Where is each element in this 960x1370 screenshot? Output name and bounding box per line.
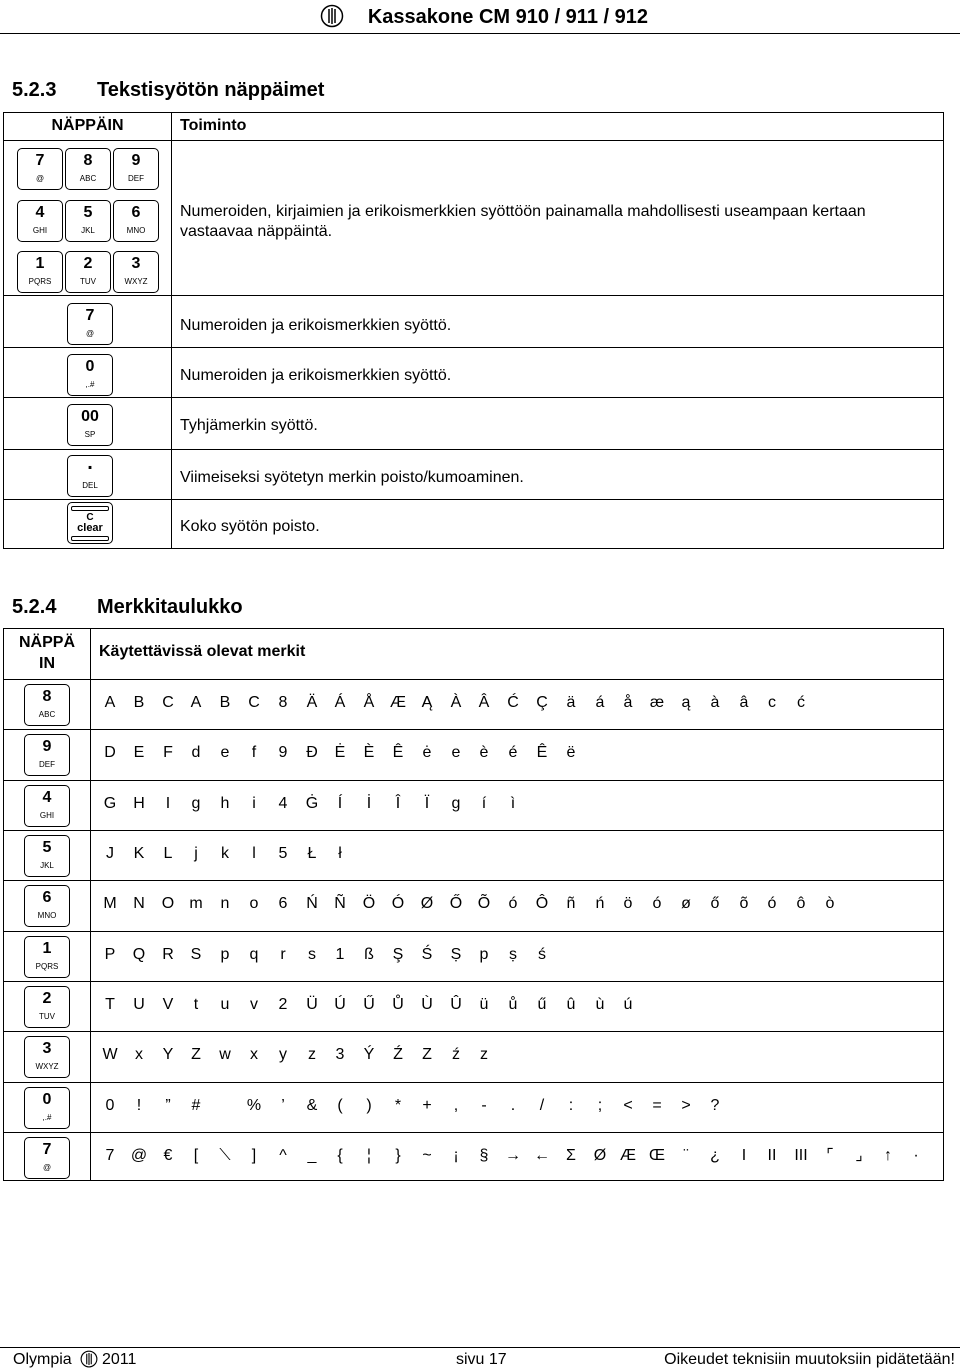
- column-header-characters: Käytettävissä olevat merkit: [99, 643, 306, 660]
- row-divider: [4, 295, 943, 296]
- character: ù: [595, 996, 605, 1013]
- character: 5: [278, 845, 288, 862]
- character: È: [363, 744, 375, 761]
- character: Ó: [391, 895, 405, 912]
- character: =: [652, 1097, 662, 1114]
- character: O: [161, 895, 175, 912]
- character: à: [710, 694, 720, 711]
- character: è: [479, 744, 489, 761]
- character: Â: [478, 694, 490, 711]
- character: C: [162, 694, 174, 711]
- key-6[interactable]: 6 MNO: [113, 200, 159, 242]
- section-heading-character-table: [12, 596, 243, 619]
- footer-brand: Olympia: [13, 1351, 72, 1368]
- character: >: [681, 1097, 691, 1114]
- character: Ï: [424, 795, 430, 812]
- character: 4: [278, 795, 288, 812]
- row-divider: [4, 1031, 943, 1032]
- character: Ú: [334, 996, 346, 1013]
- character: ¿: [710, 1147, 720, 1164]
- character: G: [103, 795, 117, 812]
- character: Q: [132, 946, 146, 963]
- character: ł: [338, 845, 342, 862]
- row-divider: [4, 931, 943, 932]
- section-number: 5.2.3: [12, 79, 57, 101]
- section-title: Merkkitaulukko: [97, 596, 243, 618]
- key-2[interactable]: 2 TUV: [65, 251, 111, 293]
- character: ń: [595, 895, 605, 912]
- row-divider: [4, 397, 943, 398]
- key-abc-8[interactable]: 8 ABC: [24, 684, 70, 726]
- character: ë: [566, 744, 576, 761]
- character: æ: [649, 694, 665, 711]
- character: .: [510, 1097, 516, 1114]
- character: İ: [366, 795, 372, 812]
- character: ű: [537, 996, 547, 1013]
- character: A: [104, 694, 116, 711]
- character: II: [767, 1147, 777, 1164]
- key-ghi-4[interactable]: 4 GHI: [24, 785, 70, 827]
- character: Ů: [392, 996, 404, 1013]
- olympia-logo-icon: [320, 4, 344, 28]
- row-divider: [4, 780, 943, 781]
- character: Ø: [593, 1147, 607, 1164]
- key-pqrs-1[interactable]: 1 PQRS: [24, 936, 70, 978]
- key-3[interactable]: 3 WXYZ: [113, 251, 159, 293]
- character: y: [279, 1046, 287, 1063]
- character: %: [246, 1097, 262, 1114]
- character: Ő: [449, 895, 463, 912]
- character: ·: [913, 1147, 919, 1164]
- character: Ć: [507, 694, 519, 711]
- character: F: [163, 744, 173, 761]
- character-list: [97, 1043, 937, 1067]
- character: ⌜: [826, 1147, 834, 1164]
- character: ä: [566, 694, 576, 711]
- page-header: [0, 0, 960, 34]
- character-list: [97, 842, 937, 866]
- character: &: [306, 1097, 318, 1114]
- key-tuv-2[interactable]: 2 TUV: [24, 986, 70, 1028]
- character: h: [220, 795, 230, 812]
- character: /: [539, 1097, 545, 1114]
- key-1[interactable]: 1 PQRS: [17, 251, 63, 293]
- character-list: [97, 993, 937, 1017]
- character: Ş: [392, 946, 404, 963]
- character: ź: [452, 1046, 460, 1063]
- character: ö: [623, 895, 633, 912]
- character: 6: [278, 895, 288, 912]
- character: Í: [337, 795, 343, 812]
- character: w: [219, 1046, 231, 1063]
- character: Ô: [535, 895, 549, 912]
- character: j: [194, 845, 198, 862]
- row-description: Koko syötön poisto.: [180, 518, 320, 535]
- character: x: [135, 1046, 143, 1063]
- row-description: Numeroiden ja erikoismerkkien syöttö.: [180, 317, 452, 334]
- character-list: [97, 741, 937, 765]
- key-jkl-5[interactable]: 5 JKL: [24, 835, 70, 877]
- character-list: [97, 892, 937, 916]
- character: B: [219, 694, 231, 711]
- character: 3: [335, 1046, 345, 1063]
- character: R: [162, 946, 174, 963]
- character-list: [97, 943, 937, 967]
- character: l: [252, 845, 256, 862]
- key-clear[interactable]: C clear: [67, 502, 113, 544]
- column-header-key: NÄPPÄIN: [51, 117, 124, 134]
- page-footer: [0, 1347, 960, 1370]
- character: Å: [363, 694, 375, 711]
- character: ^: [279, 1147, 287, 1164]
- character: Ù: [421, 996, 433, 1013]
- character: 2: [278, 996, 288, 1013]
- character: u: [220, 996, 230, 1013]
- character: é: [508, 744, 518, 761]
- character: ?: [710, 1097, 720, 1114]
- character: z: [308, 1046, 316, 1063]
- character: Z: [191, 1046, 201, 1063]
- character: ’: [281, 1097, 285, 1114]
- footer-year: 2011: [102, 1351, 137, 1368]
- character: Ṣ: [450, 946, 462, 963]
- page-number: sivu 17: [456, 1351, 507, 1368]
- character: Σ: [566, 1147, 576, 1164]
- character: ô: [796, 895, 806, 912]
- character: ė: [422, 744, 432, 761]
- character: A: [190, 694, 202, 711]
- character: (: [337, 1097, 343, 1114]
- key-del[interactable]: . DEL: [67, 455, 113, 497]
- row-description: Numeroiden ja erikoismerkkien syöttö.: [180, 367, 452, 384]
- character: Î: [395, 795, 401, 812]
- character: ì: [510, 795, 516, 812]
- input-keys-table: [3, 112, 944, 549]
- character: [: [193, 1147, 199, 1164]
- key-@-7[interactable]: 7 @: [24, 1137, 70, 1179]
- character: _: [307, 1147, 317, 1164]
- character: x: [250, 1046, 258, 1063]
- character: Õ: [477, 895, 491, 912]
- character: Ø: [420, 895, 434, 912]
- character: Ń: [306, 895, 318, 912]
- row-divider: [4, 830, 943, 831]
- character: û: [566, 996, 576, 1013]
- character: ~: [422, 1147, 432, 1164]
- character: I: [741, 1147, 747, 1164]
- character: Ç: [536, 694, 548, 711]
- character: S: [190, 946, 202, 963]
- character: ¦: [366, 1147, 372, 1164]
- character: ü: [479, 996, 489, 1013]
- character: ć: [797, 694, 805, 711]
- character: #: [191, 1097, 201, 1114]
- character: P: [104, 946, 116, 963]
- row-divider: [4, 449, 943, 450]
- key-9[interactable]: 9 DEF: [113, 148, 159, 190]
- key-wxyz-3[interactable]: 3 WXYZ: [24, 1036, 70, 1078]
- row-divider: [4, 981, 943, 982]
- character-list: [97, 1094, 937, 1118]
- character: ;: [597, 1097, 603, 1114]
- character: Û: [450, 996, 462, 1013]
- character: ): [366, 1097, 372, 1114]
- character: ą: [681, 694, 691, 711]
- character: n: [220, 895, 230, 912]
- character: N: [133, 895, 145, 912]
- character: ”: [165, 1097, 171, 1114]
- character: z: [480, 1046, 488, 1063]
- character: ú: [623, 996, 633, 1013]
- character: Œ: [649, 1147, 665, 1164]
- character: U: [133, 996, 145, 1013]
- document-title: Kassakone CM 910 / 911 / 912: [367, 6, 648, 28]
- character: !: [136, 1097, 142, 1114]
- character: p: [220, 946, 230, 963]
- column-divider: [171, 113, 172, 548]
- row-description: Tyhjämerkin syöttö.: [180, 417, 318, 434]
- character: Ê: [536, 744, 548, 761]
- character: ¡: [453, 1147, 459, 1164]
- character: {: [337, 1147, 343, 1164]
- character: c: [768, 694, 776, 711]
- olympia-logo-icon: [80, 1350, 98, 1368]
- character: ů: [508, 996, 518, 1013]
- character: 8: [278, 694, 288, 711]
- character: r: [280, 946, 286, 963]
- character: q: [249, 946, 259, 963]
- character: ß: [364, 946, 374, 963]
- character: J: [106, 845, 114, 862]
- character: s: [308, 946, 316, 963]
- key-5[interactable]: 5 JKL: [65, 200, 111, 242]
- character: Ê: [392, 744, 404, 761]
- key-7[interactable]: 7 @: [17, 148, 63, 190]
- character: Z: [422, 1046, 432, 1063]
- character: L: [163, 845, 173, 862]
- clear-key-bottom-bar: [71, 536, 109, 541]
- header-divider: [4, 140, 943, 141]
- character: ñ: [566, 895, 576, 912]
- character: <: [623, 1097, 633, 1114]
- character: Ý: [363, 1046, 375, 1063]
- character: Æ: [620, 1147, 636, 1164]
- character: À: [450, 694, 462, 711]
- key--0[interactable]: 0 ,.#: [24, 1087, 70, 1129]
- character: I: [165, 795, 171, 812]
- character: +: [422, 1097, 432, 1114]
- character: p: [479, 946, 489, 963]
- character: Đ: [306, 744, 318, 761]
- character: C: [248, 694, 260, 711]
- character: Ġ: [305, 795, 319, 812]
- character: ó: [767, 895, 777, 912]
- row-divider: [4, 729, 943, 730]
- character: ó: [508, 895, 518, 912]
- character: W: [102, 1046, 118, 1063]
- key-8[interactable]: 8 ABC: [65, 148, 111, 190]
- character: M: [103, 895, 117, 912]
- character: í: [481, 795, 487, 812]
- key-mno-6[interactable]: 6 MNO: [24, 885, 70, 927]
- header-rule: [0, 33, 960, 34]
- character-list: [97, 691, 937, 715]
- row-divider: [4, 1082, 943, 1083]
- keypad-description: Numeroiden, kirjaimien ja erikoismerkkien syöttöön painamalla mahdollisesti useampaan kertaan vastaavaa näppäintä.: [180, 203, 866, 240]
- character: t: [193, 996, 199, 1013]
- character: B: [133, 694, 145, 711]
- character: ś: [538, 946, 546, 963]
- character: o: [249, 895, 259, 912]
- character: ⟍: [219, 1147, 231, 1164]
- character: Ś: [421, 946, 433, 963]
- row-divider: [4, 1132, 943, 1133]
- character: f: [251, 744, 257, 761]
- character: V: [162, 996, 174, 1013]
- character: ,: [453, 1097, 459, 1114]
- section-title: Tekstisyötön näppäimet: [97, 79, 325, 101]
- character: ṣ: [509, 946, 517, 963]
- character: Ł: [307, 845, 317, 862]
- column-header-key: NÄPPÄ IN: [18, 634, 75, 672]
- character: e: [451, 744, 461, 761]
- character-table: [3, 628, 944, 1181]
- key-def-9[interactable]: 9 DEF: [24, 734, 70, 776]
- character: m: [189, 895, 203, 912]
- footer-rule: [0, 1347, 960, 1348]
- clear-key-top-bar: [71, 506, 109, 511]
- character: →: [505, 1147, 521, 1164]
- character-list: [97, 792, 937, 816]
- character: ←: [534, 1147, 550, 1164]
- character: Ė: [334, 744, 346, 761]
- character: 0: [105, 1097, 115, 1114]
- character: õ: [739, 895, 749, 912]
- key-7-at[interactable]: 7 @: [67, 303, 113, 345]
- character: ø: [681, 895, 691, 912]
- character: ¨: [683, 1147, 689, 1164]
- row-divider: [4, 679, 943, 680]
- character: T: [105, 996, 115, 1013]
- character: 1: [335, 946, 345, 963]
- key-4[interactable]: 4 GHI: [17, 200, 63, 242]
- character: ò: [825, 895, 835, 912]
- key-00-space[interactable]: 00 SP: [67, 404, 113, 446]
- character: ó: [652, 895, 662, 912]
- character: Ä: [306, 694, 318, 711]
- character: }: [395, 1147, 401, 1164]
- character: Æ: [390, 694, 406, 711]
- character: ⌟: [855, 1147, 863, 1164]
- character: g: [191, 795, 201, 812]
- character: Á: [334, 694, 346, 711]
- character: H: [133, 795, 145, 812]
- character: €: [163, 1147, 173, 1164]
- section-heading-input-keys: [12, 79, 324, 102]
- character: 7: [105, 1147, 115, 1164]
- character: v: [250, 996, 258, 1013]
- character: Ö: [362, 895, 376, 912]
- character: K: [133, 845, 145, 862]
- character: E: [133, 744, 145, 761]
- character: D: [104, 744, 116, 761]
- character: ]: [251, 1147, 257, 1164]
- column-header-function: Toiminto: [180, 117, 247, 134]
- key-0[interactable]: 0 ,.#: [67, 354, 113, 396]
- character: §: [479, 1147, 489, 1164]
- character: ő: [710, 895, 720, 912]
- column-divider: [90, 629, 91, 1180]
- row-divider: [4, 347, 943, 348]
- character: Ą: [421, 694, 433, 711]
- character: å: [623, 694, 633, 711]
- row-divider: [4, 880, 943, 881]
- character: g: [451, 795, 461, 812]
- character: â: [739, 694, 749, 711]
- character: Ñ: [334, 895, 346, 912]
- character: e: [220, 744, 230, 761]
- section-number: 5.2.4: [12, 596, 57, 618]
- character: Y: [162, 1046, 174, 1063]
- character: :: [568, 1097, 574, 1114]
- character: Ź: [393, 1046, 403, 1063]
- character-list: [97, 1144, 937, 1168]
- row-description: Viimeiseksi syötetyn merkin poisto/kumoaminen.: [180, 469, 524, 486]
- character: d: [191, 744, 201, 761]
- character: k: [221, 845, 229, 862]
- character: Ű: [363, 996, 375, 1013]
- character: III: [794, 1147, 808, 1164]
- character: á: [595, 694, 605, 711]
- footer-rights: Oikeudet teknisiin muutoksiin pidätetään!: [664, 1351, 955, 1368]
- character: 9: [278, 744, 288, 761]
- character: *: [394, 1097, 402, 1114]
- character: -: [481, 1097, 487, 1114]
- character: Ü: [306, 996, 318, 1013]
- character: i: [252, 795, 256, 812]
- character: @: [130, 1147, 148, 1164]
- character: ↑: [884, 1147, 892, 1164]
- row-divider: [4, 499, 943, 500]
